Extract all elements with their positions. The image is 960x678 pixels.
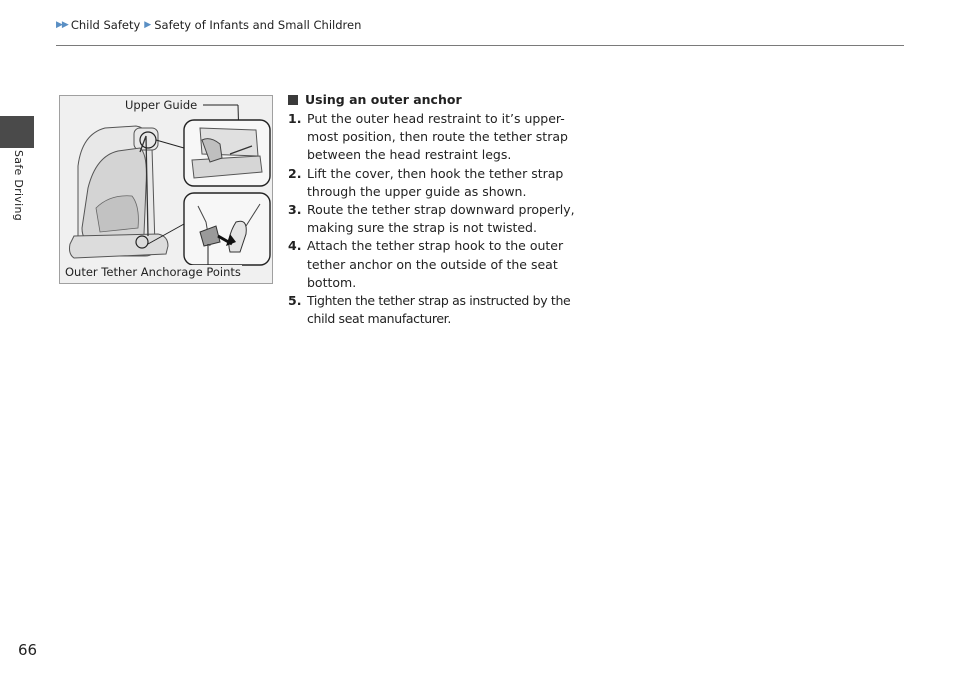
breadcrumb-arrow-icon: ▶ bbox=[56, 20, 61, 30]
breadcrumb-arrow-icon: ▶ bbox=[61, 20, 67, 30]
header-rule bbox=[56, 45, 904, 46]
upper-guide-label: Upper Guide bbox=[125, 98, 198, 112]
child-seat-tether-diagram-icon bbox=[60, 96, 274, 285]
step-number: 2. bbox=[288, 165, 302, 181]
list-item bbox=[288, 201, 588, 237]
heading-square-icon bbox=[288, 95, 298, 105]
list-item bbox=[288, 165, 588, 201]
chapter-tab-label: Safe Driving bbox=[12, 150, 25, 222]
breadcrumb-section[interactable]: Child Safety bbox=[70, 18, 141, 32]
list-item bbox=[288, 237, 588, 292]
step-number: 5. bbox=[288, 293, 302, 309]
list-item bbox=[288, 110, 588, 165]
step-text: Route the tether strap downward properly, making sure the strap is not twisted. bbox=[307, 202, 575, 236]
section-heading-text: Using an outer anchor bbox=[305, 92, 462, 107]
instructions-section bbox=[288, 92, 588, 328]
step-number: 3. bbox=[288, 202, 302, 218]
tether-anchor-illustration bbox=[59, 95, 273, 284]
step-number: 4. bbox=[288, 238, 302, 254]
breadcrumb-page[interactable]: Safety of Infants and Small Children bbox=[154, 18, 362, 32]
step-number: 1. bbox=[288, 111, 302, 126]
step-text: Attach the tether strap hook to the outer tether anchor on the outside of the seat bottom. bbox=[307, 238, 564, 290]
outer-anchorage-label: Outer Tether Anchorage Points bbox=[65, 265, 241, 279]
step-text: Put the outer head restraint to it’s upper-most position, then route the tether strap between the head restraint legs. bbox=[307, 111, 568, 163]
section-heading bbox=[288, 92, 588, 107]
step-text: Lift the cover, then hook the tether strap through the upper guide as shown. bbox=[307, 165, 564, 199]
page-number: 66 bbox=[18, 641, 38, 659]
breadcrumb-separator-icon: ▶ bbox=[144, 20, 152, 30]
chapter-tab-marker bbox=[0, 116, 34, 148]
steps-list bbox=[288, 110, 588, 328]
list-item bbox=[288, 292, 588, 328]
breadcrumb bbox=[56, 18, 361, 32]
step-text: Tighten the tether strap as instructed by the child seat manufacturer. bbox=[307, 293, 571, 327]
